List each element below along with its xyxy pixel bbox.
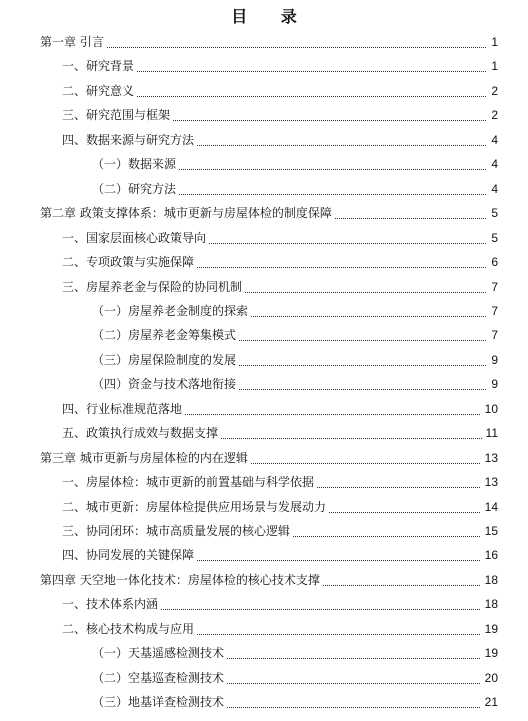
toc-entry-label: （二）房屋养老金筹集模式	[92, 323, 239, 347]
toc-entry-label: 二、核心技术构成与应用	[62, 617, 197, 641]
toc-entry-page: 4	[487, 152, 498, 176]
toc-entry-label: 第三章 城市更新与房屋体检的内在逻辑	[40, 446, 251, 470]
toc-entry-page: 2	[487, 103, 498, 127]
toc-entry-page: 21	[481, 690, 498, 714]
toc-entry-page: 16	[481, 543, 498, 567]
toc-entry-label: （四）资金与技术落地衔接	[92, 372, 239, 396]
toc-entry-label: 第四章 天空地一体化技术：房屋体检的核心技术支撑	[40, 568, 323, 592]
toc-entry-page: 10	[481, 397, 498, 421]
toc-entry-page: 18	[481, 568, 498, 592]
toc-entry-page: 1	[487, 30, 498, 54]
toc-entry-page: 20	[481, 666, 498, 690]
toc-entry-label: （一）数据来源	[92, 152, 179, 176]
toc-entry-page: 11	[482, 421, 498, 445]
dot-leader	[40, 23, 498, 48]
toc-entry-label: 二、专项政策与实施保障	[62, 250, 197, 274]
toc-entry-page: 14	[481, 495, 498, 519]
page-title: 目 录	[231, 7, 311, 26]
toc-entry-page: 4	[487, 128, 498, 152]
toc-entry-page: 7	[487, 323, 498, 347]
toc-entry-label: （二）空基巡查检测技术	[92, 666, 227, 690]
toc-entry-label: 一、国家层面核心政策导向	[62, 226, 209, 250]
toc-entry-label: （三）地基详查检测技术	[92, 690, 227, 714]
toc-entry-label: 一、技术体系内涵	[62, 592, 161, 616]
toc-entry-page: 9	[487, 348, 498, 372]
toc-entry-label: 一、房屋体检：城市更新的前置基础与科学依据	[62, 470, 317, 494]
toc-entry-page: 15	[481, 519, 498, 543]
toc-entry-page: 7	[487, 275, 498, 299]
toc-entry-page: 1	[487, 54, 498, 78]
toc-entry-label: 三、房屋养老金与保险的协同机制	[62, 275, 245, 299]
toc-entry-label: （一）天基遥感检测技术	[92, 641, 227, 665]
toc-entry-page: 9	[487, 372, 498, 396]
toc-entry-page: 13	[481, 446, 498, 470]
toc-entry-label: 三、研究范围与框架	[62, 103, 173, 127]
toc-entry-page: 5	[487, 226, 498, 250]
toc-entry-page: 13	[481, 470, 498, 494]
toc-entry-label: 三、协同闭环：城市高质量发展的核心逻辑	[62, 519, 293, 543]
toc-entry-page: 19	[481, 617, 498, 641]
toc-entry-label: （二）研究方法	[92, 177, 179, 201]
toc-entry-label: 五、政策执行成效与数据支撑	[62, 421, 221, 445]
toc-entry-page: 5	[487, 201, 498, 225]
toc-entry-label: 第二章 政策支撑体系：城市更新与房屋体检的制度保障	[40, 201, 335, 225]
toc-entry-page: 19	[481, 641, 498, 665]
toc-entry-label: （一）房屋养老金制度的探索	[92, 299, 251, 323]
toc-entry-label: 二、城市更新：房屋体检提供应用场景与发展动力	[62, 495, 329, 519]
toc-entry-label: 二、研究意义	[62, 79, 137, 103]
toc-entry[interactable]	[0, 690, 528, 714]
toc-entry-page: 2	[487, 79, 498, 103]
toc-entry-label: 四、行业标准规范落地	[62, 397, 185, 421]
toc-entry-page: 7	[487, 299, 498, 323]
toc-entry-page: 6	[487, 250, 498, 274]
toc-entry-label: 一、研究背景	[62, 54, 137, 78]
toc-entry-label: （三）房屋保险制度的发展	[92, 348, 239, 372]
toc-entry-label: 第一章 引言	[40, 30, 107, 54]
toc-entry-page: 4	[487, 177, 498, 201]
toc-entry-label: 四、协同发展的关键保障	[62, 543, 197, 567]
toc-entry-page: 18	[481, 592, 498, 616]
toc-entry-label: 四、数据来源与研究方法	[62, 128, 197, 152]
